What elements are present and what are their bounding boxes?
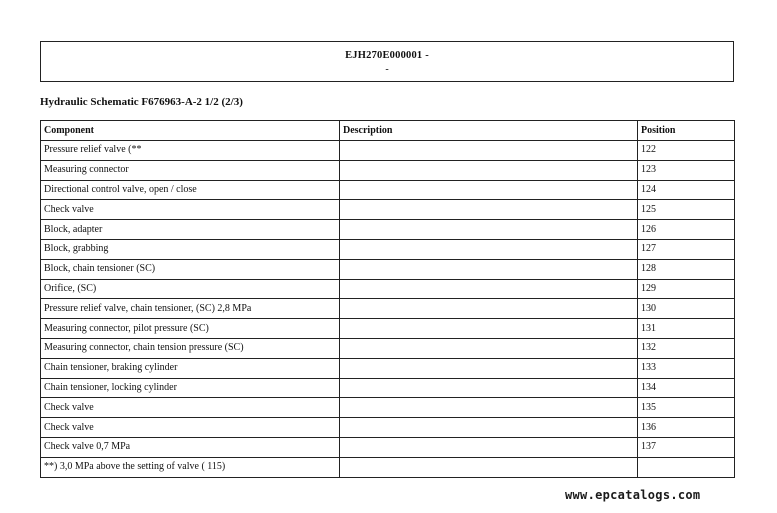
parts-table [40,120,735,478]
cell-component: Pressure relief valve (** [41,141,340,161]
table-row [41,338,735,358]
table-header-row [41,121,735,141]
table-row [41,141,735,161]
document-header [40,41,734,82]
cell-component: Check valve 0,7 MPa [41,437,340,457]
table-body [41,141,735,478]
cell-position: 124 [638,180,735,200]
cell-position: 130 [638,299,735,319]
cell-description [340,141,638,161]
cell-position: 133 [638,358,735,378]
cell-component: Check valve [41,398,340,418]
column-header-position: Position [638,121,735,141]
cell-position: 126 [638,220,735,240]
table-row [41,279,735,299]
document-subcode: - [385,64,389,75]
table-row [41,220,735,240]
cell-description [340,259,638,279]
table-row [41,319,735,339]
table-row [41,358,735,378]
cell-component: Chain tensioner, locking cylinder [41,378,340,398]
cell-component: Measuring connector [41,160,340,180]
column-header-component: Component [41,121,340,141]
table-row [41,200,735,220]
table-row [41,418,735,438]
watermark-url[interactable]: www.epcatalogs.com [565,488,701,502]
cell-component: Check valve [41,418,340,438]
cell-component: Measuring connector, chain tension pressure (SC) [41,338,340,358]
cell-position: 136 [638,418,735,438]
cell-description [340,358,638,378]
cell-description [340,437,638,457]
cell-position: 137 [638,437,735,457]
cell-component: Orifice, (SC) [41,279,340,299]
table-row [41,299,735,319]
cell-position: 131 [638,319,735,339]
cell-component: Directional control valve, open / close [41,180,340,200]
cell-description [340,319,638,339]
table-row [41,378,735,398]
cell-component: Chain tensioner, braking cylinder [41,358,340,378]
cell-description [340,200,638,220]
cell-position: 127 [638,239,735,259]
cell-position: 135 [638,398,735,418]
cell-description [340,239,638,259]
cell-description [340,457,638,477]
cell-component: Measuring connector, pilot pressure (SC) [41,319,340,339]
section-title: Hydraulic Schematic F676963-A-2 1/2 (2/3) [40,96,243,108]
cell-description [340,418,638,438]
cell-component: Check valve [41,200,340,220]
cell-position: 123 [638,160,735,180]
cell-description [340,398,638,418]
cell-position: 128 [638,259,735,279]
table-row [41,437,735,457]
table-row [41,259,735,279]
cell-description [340,160,638,180]
column-header-description: Description [340,121,638,141]
cell-position: 125 [638,200,735,220]
cell-description [340,338,638,358]
cell-component: **) 3,0 MPa above the setting of valve ( 115) [41,457,340,477]
cell-position: 129 [638,279,735,299]
cell-description [340,180,638,200]
cell-description [340,378,638,398]
cell-component: Block, grabbing [41,239,340,259]
cell-description [340,299,638,319]
cell-description [340,220,638,240]
cell-position: 122 [638,141,735,161]
cell-component: Block, adapter [41,220,340,240]
cell-description [340,279,638,299]
cell-position [638,457,735,477]
table-row [41,180,735,200]
cell-position: 132 [638,338,735,358]
document-code: EJH270E000001 - [345,50,429,61]
table-row [41,398,735,418]
cell-component: Pressure relief valve, chain tensioner, (SC) 2,8 MPa [41,299,340,319]
table-row [41,239,735,259]
cell-position: 134 [638,378,735,398]
table-row [41,457,735,477]
table-row [41,160,735,180]
cell-component: Block, chain tensioner (SC) [41,259,340,279]
